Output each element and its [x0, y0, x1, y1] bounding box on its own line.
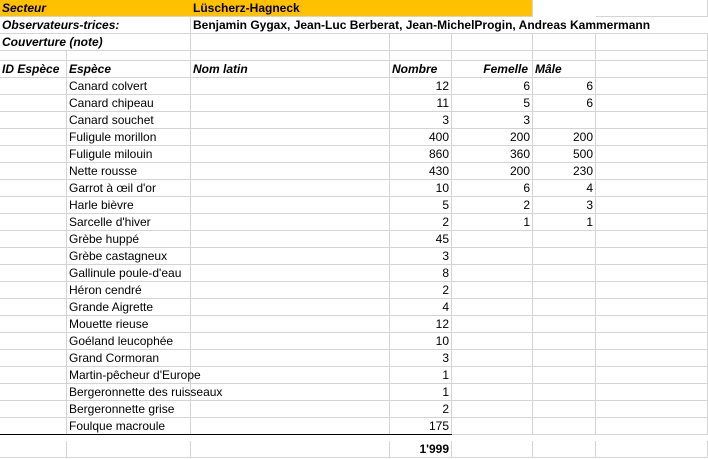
espece-cell[interactable]: Mouette rieuse	[67, 316, 191, 333]
male-cell[interactable]	[533, 112, 596, 129]
cell[interactable]	[596, 78, 708, 95]
nombre-cell[interactable]: 2	[390, 214, 452, 231]
id-espece-cell[interactable]	[0, 248, 67, 265]
male-cell[interactable]: 6	[533, 78, 596, 95]
cell[interactable]	[596, 441, 708, 458]
espece-cell[interactable]: Bergeronnette grise	[67, 401, 191, 418]
male-cell[interactable]: 200	[533, 129, 596, 146]
femelle-cell[interactable]	[452, 299, 533, 316]
nombre-cell[interactable]: 5	[390, 197, 452, 214]
nom-latin-cell[interactable]	[191, 367, 390, 384]
nombre-cell[interactable]: 175	[390, 418, 452, 435]
espece-cell[interactable]: Canard souchet	[67, 112, 191, 129]
table-row	[0, 265, 708, 282]
femelle-cell[interactable]	[452, 333, 533, 350]
cell[interactable]	[191, 441, 390, 458]
nom-latin-cell[interactable]	[191, 231, 390, 248]
nombre-cell[interactable]: 8	[390, 265, 452, 282]
nom-latin-cell[interactable]	[191, 146, 390, 163]
id-espece-cell[interactable]	[0, 384, 67, 401]
femelle-cell[interactable]: 2	[452, 197, 533, 214]
id-espece-cell[interactable]	[0, 299, 67, 316]
espece-cell[interactable]: Grèbe castagneux	[67, 248, 191, 265]
femelle-cell[interactable]	[452, 384, 533, 401]
cell[interactable]	[596, 51, 708, 61]
row-total	[0, 441, 708, 458]
espece-cell[interactable]: Goéland leucophée	[67, 333, 191, 350]
cell[interactable]	[191, 34, 390, 51]
col-header-nom-latin[interactable]: Nom latin	[191, 61, 390, 78]
cell[interactable]	[596, 401, 708, 418]
table-row	[0, 299, 708, 316]
cell[interactable]	[533, 34, 596, 51]
col-header-espece[interactable]: Espèce	[67, 61, 191, 78]
nom-latin-cell[interactable]	[191, 418, 390, 435]
nom-latin-cell[interactable]	[191, 282, 390, 299]
nombre-cell[interactable]: 2	[390, 401, 452, 418]
femelle-cell[interactable]: 6	[452, 78, 533, 95]
table-row	[0, 333, 708, 350]
male-cell[interactable]	[533, 350, 596, 367]
id-espece-cell[interactable]	[0, 265, 67, 282]
id-espece-cell[interactable]	[0, 78, 67, 95]
nombre-cell[interactable]: 10	[390, 333, 452, 350]
table-row	[0, 248, 708, 265]
table-row	[0, 197, 708, 214]
nom-latin-cell[interactable]	[191, 265, 390, 282]
male-cell[interactable]	[533, 265, 596, 282]
id-espece-cell[interactable]	[0, 180, 67, 197]
espece-cell[interactable]: Martin-pêcheur d'Europe	[69, 368, 201, 382]
table-row	[0, 95, 708, 112]
male-cell[interactable]: 500	[533, 146, 596, 163]
cell[interactable]	[596, 299, 708, 316]
cell[interactable]	[533, 51, 596, 61]
male-cell[interactable]	[533, 384, 596, 401]
male-cell[interactable]	[533, 248, 596, 265]
table-row	[0, 418, 708, 435]
male-cell[interactable]	[533, 231, 596, 248]
male-cell[interactable]: 1	[533, 214, 596, 231]
nom-latin-cell[interactable]	[191, 95, 390, 112]
male-cell[interactable]: 3	[533, 197, 596, 214]
id-espece-cell[interactable]	[0, 231, 67, 248]
femelle-cell[interactable]: 200	[452, 163, 533, 180]
femelle-cell[interactable]: 6	[452, 180, 533, 197]
nombre-cell[interactable]: 3	[390, 248, 452, 265]
femelle-cell[interactable]: 1	[452, 214, 533, 231]
id-espece-cell[interactable]	[0, 367, 67, 384]
table-row	[0, 367, 708, 384]
cell[interactable]	[596, 248, 708, 265]
nombre-cell[interactable]: 12	[390, 78, 452, 95]
id-espece-cell[interactable]	[0, 197, 67, 214]
nom-latin-cell[interactable]	[191, 316, 390, 333]
espece-cell[interactable]: Grèbe huppé	[67, 231, 191, 248]
nombre-cell[interactable]: 4	[390, 299, 452, 316]
espece-cell[interactable]: Héron cendré	[67, 282, 191, 299]
femelle-cell[interactable]	[452, 248, 533, 265]
id-espece-cell[interactable]	[0, 146, 67, 163]
total-value[interactable]: 1'999	[390, 441, 452, 458]
nombre-cell[interactable]: 12	[390, 316, 452, 333]
cell[interactable]	[596, 163, 708, 180]
nom-latin-cell[interactable]	[191, 197, 390, 214]
id-espece-cell[interactable]	[0, 282, 67, 299]
espece-cell[interactable]: Bergeronnette des ruisseaux	[69, 385, 223, 399]
column-header-row	[0, 61, 708, 78]
col-header-femelle[interactable]: Femelle	[452, 61, 533, 78]
male-cell[interactable]: 4	[533, 180, 596, 197]
observateurs-label[interactable]: Observateurs-trices:	[0, 17, 191, 34]
table-row	[0, 112, 708, 129]
total-separator-line	[0, 434, 452, 435]
nom-latin-cell[interactable]	[191, 180, 390, 197]
femelle-cell[interactable]	[452, 231, 533, 248]
femelle-cell[interactable]: 360	[452, 146, 533, 163]
cell[interactable]	[596, 231, 708, 248]
male-cell[interactable]	[533, 418, 596, 435]
espece-cell[interactable]: Canard colvert	[67, 78, 191, 95]
espece-cell[interactable]: Fuligule milouin	[67, 146, 191, 163]
male-cell[interactable]	[533, 282, 596, 299]
id-espece-cell[interactable]	[0, 316, 67, 333]
cell[interactable]	[596, 350, 708, 367]
secteur-label[interactable]: Secteur	[0, 0, 191, 17]
nombre-cell[interactable]: 10	[390, 180, 452, 197]
id-espece-cell[interactable]	[0, 129, 67, 146]
nombre-cell[interactable]: 400	[390, 129, 452, 146]
table-row	[0, 78, 708, 95]
espece-cell[interactable]: Grande Aigrette	[67, 299, 191, 316]
cell[interactable]	[67, 51, 191, 61]
male-cell[interactable]	[533, 316, 596, 333]
table-row	[0, 163, 708, 180]
espece-cell[interactable]: Sarcelle d'hiver	[67, 214, 191, 231]
femelle-cell[interactable]: 200	[452, 129, 533, 146]
cell[interactable]	[191, 51, 390, 61]
nom-latin-cell[interactable]	[191, 299, 390, 316]
table-row	[0, 282, 708, 299]
cell[interactable]	[596, 112, 708, 129]
cell[interactable]	[390, 51, 452, 61]
femelle-cell[interactable]	[452, 418, 533, 435]
nombre-cell[interactable]: 860	[390, 146, 452, 163]
femelle-cell[interactable]	[452, 401, 533, 418]
nom-latin-cell[interactable]	[191, 350, 390, 367]
observateurs-value[interactable]: Benjamin Gygax, Jean-Luc Berberat, Jean-MichelProgin, Andreas Kammermann	[191, 17, 708, 34]
nom-latin-cell[interactable]	[191, 112, 390, 129]
id-espece-cell[interactable]	[0, 401, 67, 418]
cell[interactable]	[0, 441, 67, 458]
nombre-cell[interactable]: 3	[390, 350, 452, 367]
male-cell[interactable]	[533, 401, 596, 418]
cell[interactable]	[596, 282, 708, 299]
espece-cell[interactable]: Fuligule morillon	[67, 129, 191, 146]
cell[interactable]	[390, 34, 452, 51]
cell[interactable]	[596, 333, 708, 350]
col-header-male[interactable]: Mâle	[533, 61, 596, 78]
nom-latin-cell[interactable]	[191, 163, 390, 180]
row-secteur	[0, 0, 708, 17]
femelle-cell[interactable]	[452, 265, 533, 282]
male-cell[interactable]	[533, 367, 596, 384]
femelle-cell[interactable]	[452, 350, 533, 367]
espece-cell[interactable]: Harle bièvre	[67, 197, 191, 214]
nombre-cell[interactable]: 45	[390, 231, 452, 248]
cell[interactable]	[0, 51, 67, 61]
cell[interactable]	[67, 441, 191, 458]
espece-cell[interactable]: Garrot à œil d'or	[67, 180, 191, 197]
cell[interactable]	[596, 197, 708, 214]
cell[interactable]	[596, 95, 708, 112]
male-cell[interactable]	[533, 333, 596, 350]
table-row	[0, 146, 708, 163]
nom-latin-cell[interactable]	[191, 333, 390, 350]
nom-latin-cell[interactable]	[191, 214, 390, 231]
nombre-cell[interactable]: 2	[390, 282, 452, 299]
cell[interactable]	[596, 265, 708, 282]
nom-latin-cell[interactable]	[191, 129, 390, 146]
espece-cell[interactable]: Grand Cormoran	[67, 350, 191, 367]
femelle-cell[interactable]: 3	[452, 112, 533, 129]
id-espece-cell[interactable]	[0, 112, 67, 129]
nombre-cell[interactable]: 430	[390, 163, 452, 180]
cell[interactable]	[596, 180, 708, 197]
espece-cell[interactable]: Foulque macroule	[67, 418, 191, 435]
cell[interactable]	[596, 418, 708, 435]
table-row	[0, 180, 708, 197]
nom-latin-cell[interactable]	[191, 401, 390, 418]
table-row	[0, 401, 708, 418]
male-cell[interactable]	[533, 299, 596, 316]
cell[interactable]	[452, 51, 533, 61]
id-espece-cell[interactable]	[0, 214, 67, 231]
table-row	[0, 214, 708, 231]
cell[interactable]	[596, 367, 708, 384]
cell[interactable]	[452, 34, 533, 51]
femelle-cell[interactable]: 5	[452, 95, 533, 112]
espece-cell[interactable]: Nette rousse	[67, 163, 191, 180]
cell[interactable]	[596, 146, 708, 163]
cell[interactable]	[596, 316, 708, 333]
nom-latin-cell[interactable]	[191, 248, 390, 265]
cell[interactable]	[596, 214, 708, 231]
id-espece-cell[interactable]	[0, 418, 67, 435]
id-espece-cell[interactable]	[0, 163, 67, 180]
nombre-cell[interactable]: 1	[390, 367, 452, 384]
id-espece-cell[interactable]	[0, 95, 67, 112]
nombre-cell[interactable]: 3	[390, 112, 452, 129]
col-header-id-espece[interactable]: ID Espèce	[0, 61, 67, 78]
cell[interactable]	[596, 129, 708, 146]
row-observateurs	[0, 17, 708, 34]
femelle-cell[interactable]	[452, 367, 533, 384]
cell[interactable]	[452, 441, 533, 458]
espece-cell[interactable]: Gallinule poule-d'eau	[67, 265, 191, 282]
cell[interactable]	[596, 34, 708, 51]
femelle-cell[interactable]	[452, 282, 533, 299]
cell[interactable]	[596, 61, 708, 78]
male-cell[interactable]: 6	[533, 95, 596, 112]
secteur-value[interactable]: Lüscherz-Hagneck	[191, 0, 533, 17]
row-couverture	[0, 34, 708, 51]
male-cell[interactable]: 230	[533, 163, 596, 180]
table-row	[0, 350, 708, 367]
table-row	[0, 316, 708, 333]
id-espece-cell[interactable]	[0, 350, 67, 367]
nom-latin-cell[interactable]	[191, 78, 390, 95]
femelle-cell[interactable]	[452, 316, 533, 333]
espece-cell[interactable]: Canard chipeau	[67, 95, 191, 112]
nombre-cell[interactable]: 1	[390, 384, 452, 401]
table-row	[0, 129, 708, 146]
cell[interactable]	[596, 384, 708, 401]
cell[interactable]	[596, 0, 708, 17]
nom-latin-cell[interactable]	[191, 384, 390, 401]
couverture-label[interactable]: Couverture (note)	[0, 34, 191, 51]
table-row	[0, 231, 708, 248]
id-espece-cell[interactable]	[0, 333, 67, 350]
nombre-cell[interactable]: 11	[390, 95, 452, 112]
cell[interactable]	[533, 441, 596, 458]
table-row	[0, 384, 708, 401]
col-header-nombre[interactable]: Nombre	[390, 61, 452, 78]
